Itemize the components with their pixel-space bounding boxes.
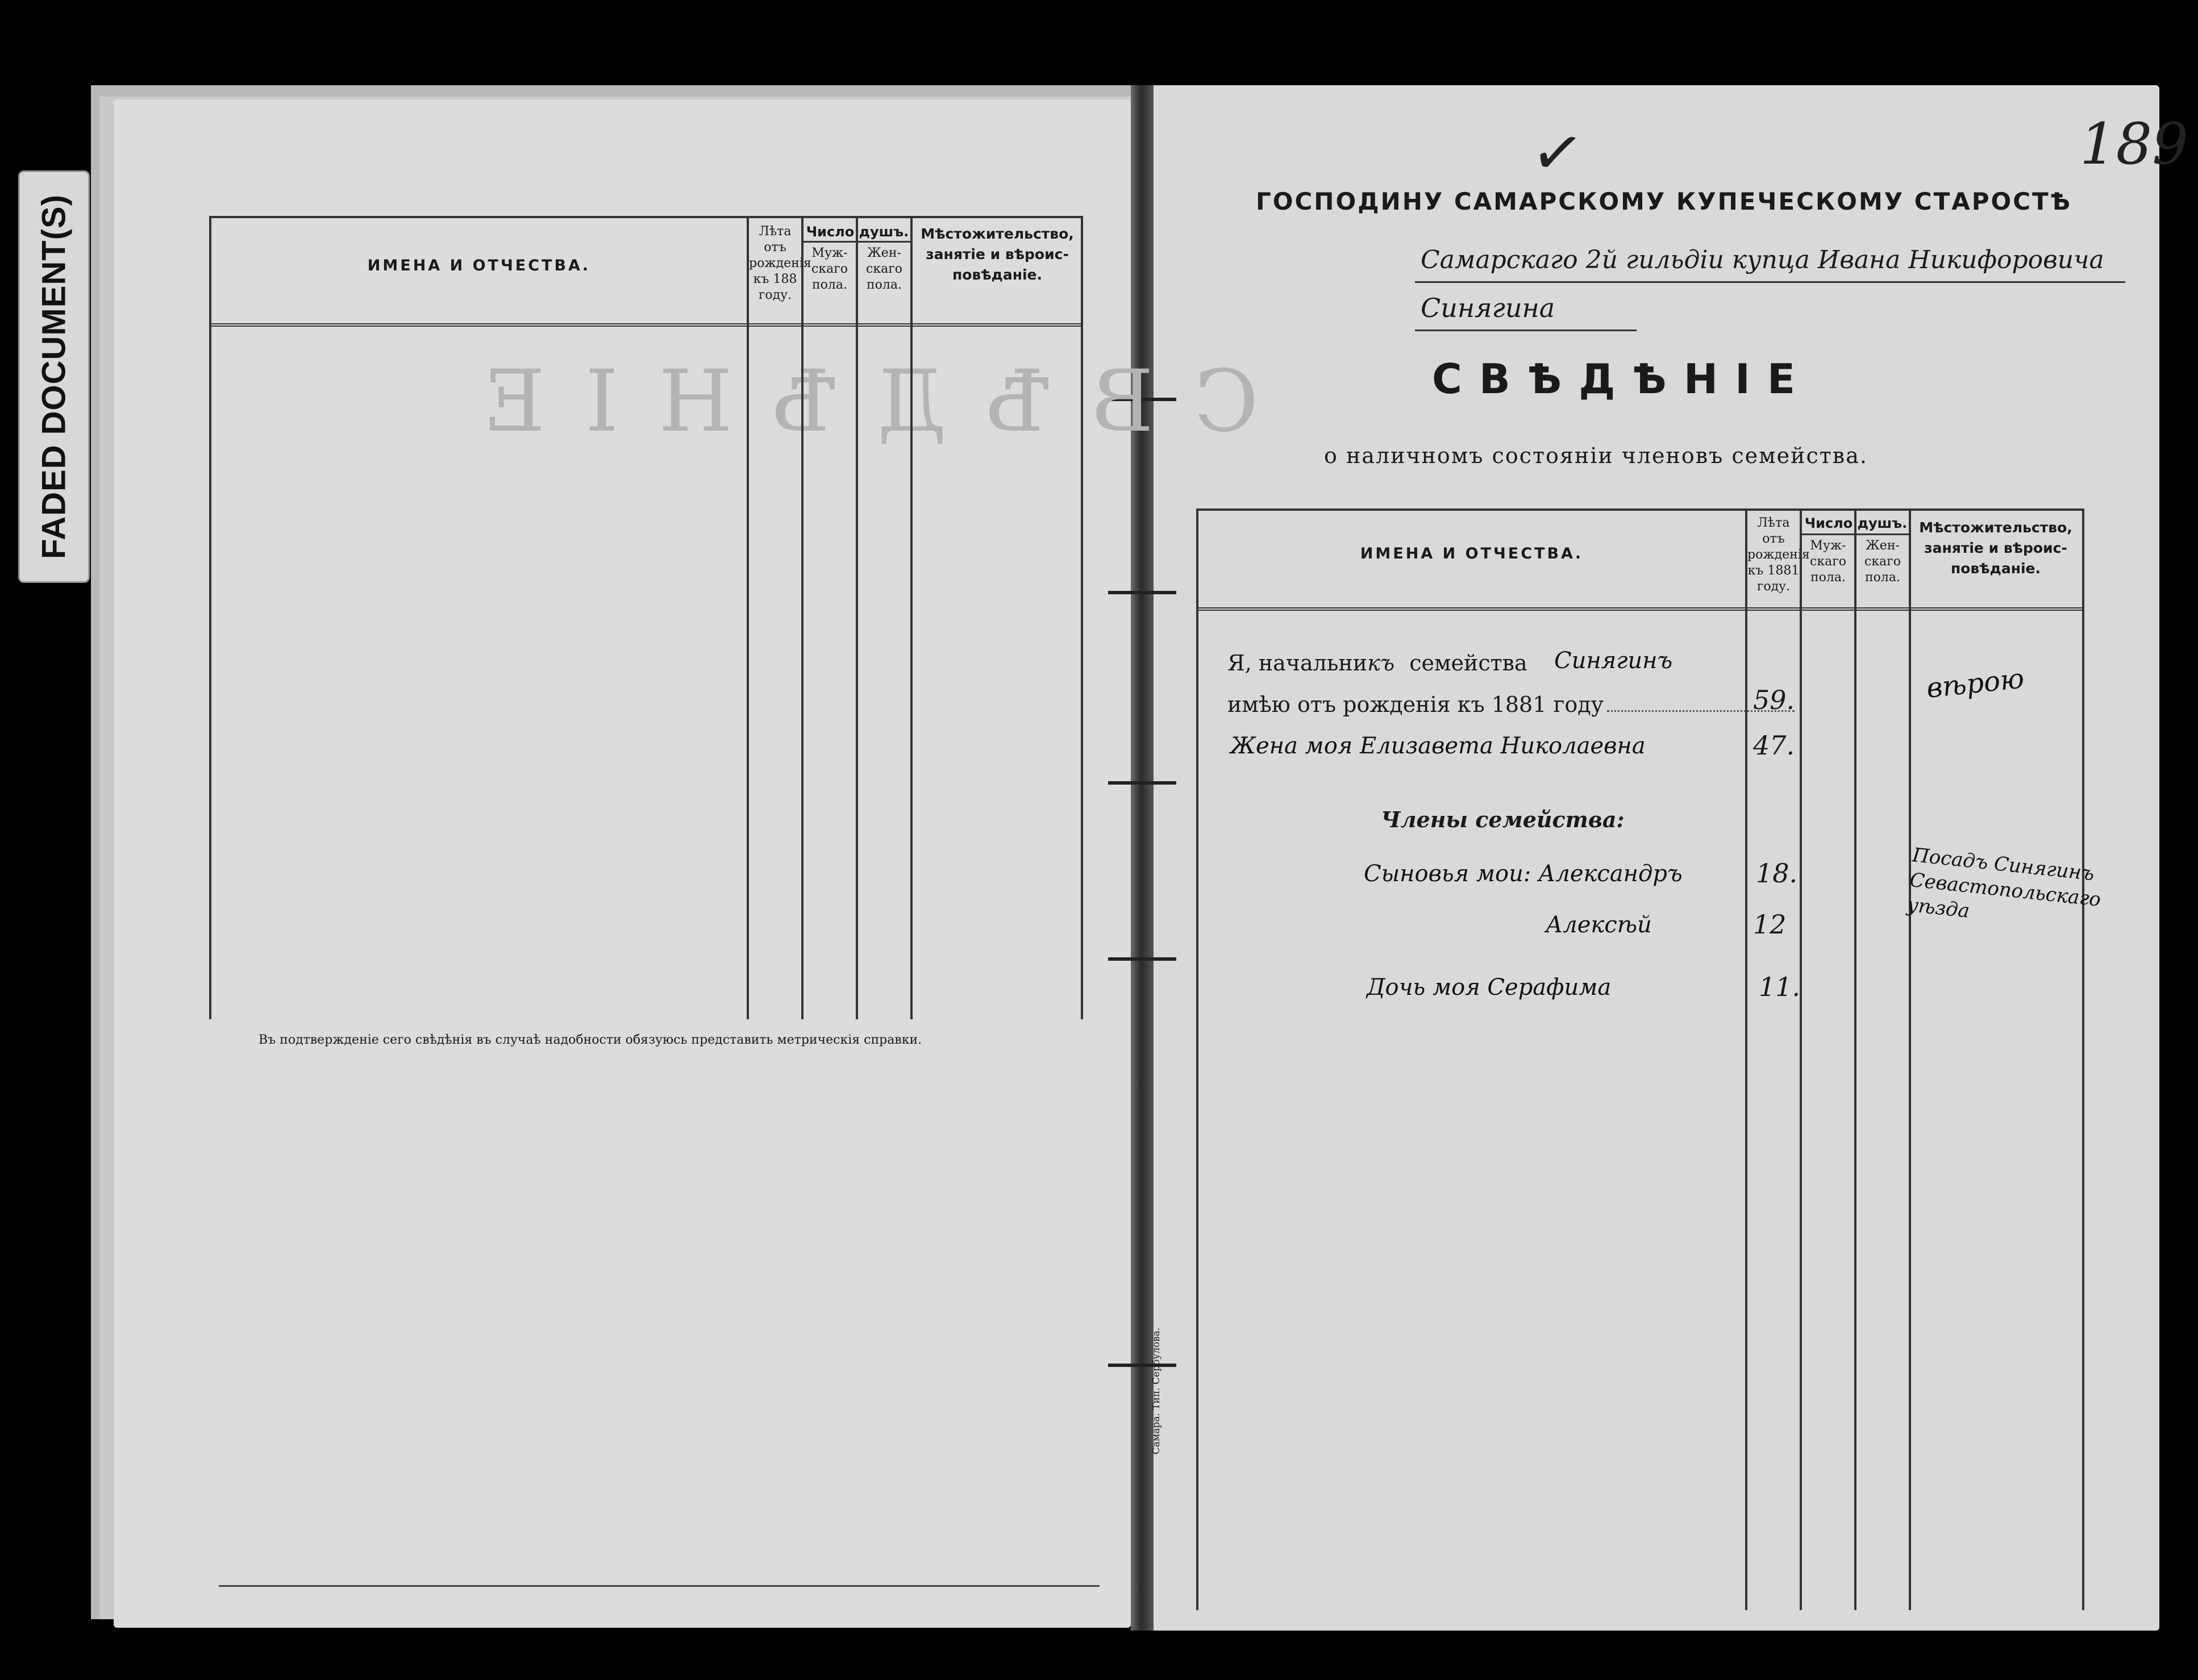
left-names-header: ИМЕНА И ОТЧЕСТВА. xyxy=(367,257,591,274)
left-col-divider xyxy=(910,218,913,1019)
head-surname: Синягинъ xyxy=(1554,648,1673,674)
right-souls-header: Число душъ. xyxy=(1804,515,1908,531)
surname-underline xyxy=(1415,330,1637,331)
right-residence-header: Мѣстожительство, занятіе и вѣроис-повѣданіе. xyxy=(1919,519,2072,577)
right-names-header: ИМЕНА И ОТЧЕСТВА. xyxy=(1360,545,1584,562)
right-col-divider xyxy=(1745,511,1747,1610)
member-age: 12 xyxy=(1753,909,1787,940)
right-souls-divider xyxy=(1802,533,1911,535)
head-age: 59. xyxy=(1753,685,1795,715)
page-number: 189 xyxy=(2080,111,2188,177)
faded-documents-text: FADED DOCUMENT(S) xyxy=(35,194,73,560)
member-line: Сыновья мои: Александръ xyxy=(1364,861,1683,887)
right-table-header xyxy=(1198,511,2082,611)
head-line-ending: къ xyxy=(1367,651,1395,676)
bleed-through-heading: СВѢДѢНІЕ xyxy=(443,352,1259,451)
wife-line: Жена моя Елизавета Николаевна xyxy=(1230,733,1646,759)
right-male-header: Муж-скаго пола. xyxy=(1810,539,1846,585)
right-col-divider xyxy=(1854,511,1856,1610)
left-male-header: Муж-скаго пола. xyxy=(811,246,848,292)
birth-year-text: имѣю отъ рожденія къ 1881 году xyxy=(1227,692,1604,717)
right-col-divider xyxy=(1909,511,1911,1610)
binding-stitch xyxy=(1108,781,1176,785)
left-col-divider xyxy=(801,218,804,1019)
left-census-table xyxy=(209,216,1083,1019)
left-col-divider xyxy=(856,218,858,1019)
binding-stitch xyxy=(1108,957,1176,961)
member-line: Дочь моя Серафима xyxy=(1367,974,1612,1001)
binding-stitch xyxy=(1108,1364,1176,1367)
left-souls-divider xyxy=(804,241,913,243)
document-heading: СВѢДѢНІЕ xyxy=(1432,355,1813,403)
residence-note: Посадъ Синягинъ Севастопольскаго уѣзда xyxy=(1906,844,2102,923)
left-page-bottom-rule xyxy=(219,1585,1100,1587)
family-members-label: Члены семейства: xyxy=(1381,807,1625,832)
left-residence-header: Мѣстожительство, занятіе и вѣроис-повѣданіе. xyxy=(921,226,1074,283)
member-age: 11. xyxy=(1759,972,1801,1002)
merchant-underline xyxy=(1415,281,2125,283)
printer-imprint: Самара. Тип. Сербулова. xyxy=(1151,1327,1162,1454)
confirmation-note: Въ подтвержденіе сего свѣдѣнія въ случаѣ надобности обязуюсь представить метрическія справки. xyxy=(259,1033,922,1047)
head-line-prefix: Я, начальни xyxy=(1227,651,1368,676)
merchant-surname: Синягина xyxy=(1421,293,1555,323)
addressee-title: ГОСПОДИНУ САМАРСКОМУ КУПЕЧЕСКОМУ СТАРОСТѢ xyxy=(1256,187,2072,215)
merchant-name-line: Самарскаго 2й гильдіи купца Ивана Никифоровича xyxy=(1421,245,2104,274)
left-female-header: Жен-скаго пола. xyxy=(866,246,902,292)
binding-stitch xyxy=(1108,591,1176,594)
right-col-divider xyxy=(1800,511,1802,1610)
religion-note: вѣрою xyxy=(1925,662,2026,704)
head-line-middle: семейства xyxy=(1409,651,1527,676)
right-years-header: Лѣта отъ рожденія къ 1881 году. xyxy=(1747,516,1810,594)
book-spine xyxy=(1131,85,1154,1631)
birth-year-line xyxy=(1227,692,1798,717)
left-table-header xyxy=(211,218,1081,327)
wife-age: 47. xyxy=(1753,730,1795,761)
check-mark: ✓ xyxy=(1526,113,1589,193)
member-age: 18. xyxy=(1756,858,1798,889)
document-subheading: о наличномъ состояніи членовъ семейства. xyxy=(1324,443,1868,468)
right-female-header: Жен-скаго пола. xyxy=(1864,539,1901,585)
left-souls-header: Число душъ. xyxy=(806,224,909,240)
left-col-divider xyxy=(747,218,749,1019)
faded-documents-label xyxy=(18,170,90,583)
left-years-header: Лѣта отъ рожденія къ 188 году. xyxy=(749,224,811,302)
head-of-family-line xyxy=(1227,651,1527,676)
member-line: Алексѣй xyxy=(1546,912,1652,938)
